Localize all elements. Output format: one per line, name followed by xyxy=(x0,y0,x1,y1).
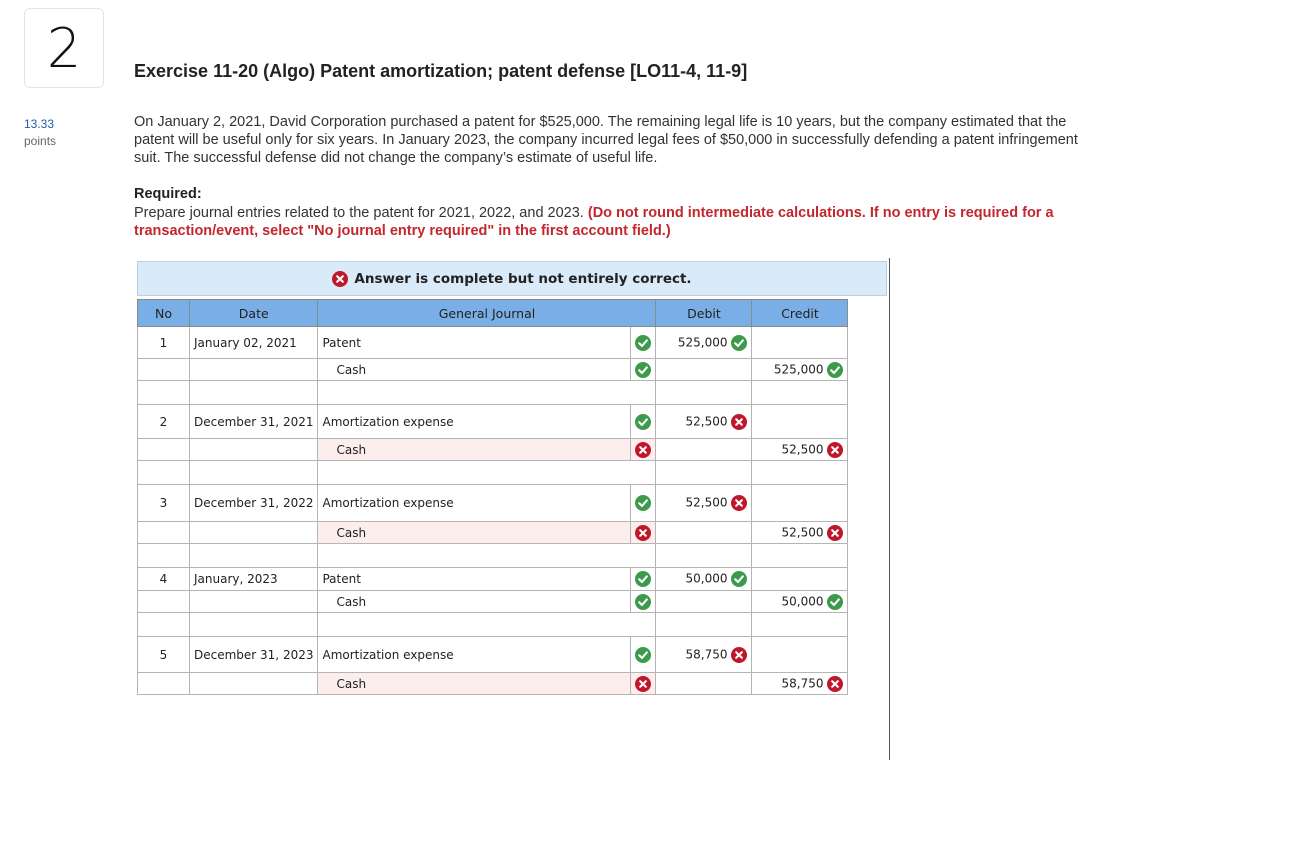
table-row xyxy=(138,327,848,359)
account-status-cell xyxy=(631,522,656,544)
credit-cell[interactable] xyxy=(752,405,848,439)
spacer-cell xyxy=(318,613,656,637)
account-name: Amortization expense xyxy=(322,414,454,429)
x-circle-icon xyxy=(827,676,843,692)
spacer-cell xyxy=(656,381,752,405)
table-row xyxy=(138,673,848,695)
spacer-cell xyxy=(752,461,848,485)
x-circle-icon xyxy=(635,525,651,541)
check-circle-icon xyxy=(635,414,651,430)
account-status-cell xyxy=(631,485,656,522)
spacer-cell xyxy=(190,381,318,405)
credit-amount: 525,000 xyxy=(773,362,824,376)
table-row xyxy=(138,637,848,673)
spacer-cell xyxy=(318,544,656,568)
spacer-cell xyxy=(656,544,752,568)
x-circle-icon xyxy=(827,525,843,541)
table-row xyxy=(138,405,848,439)
x-circle-icon xyxy=(332,271,348,287)
journal-spacer-row xyxy=(138,613,848,637)
entry-number-cell: 5 xyxy=(138,637,190,673)
table-row xyxy=(138,522,848,544)
credit-amount: 52,500 xyxy=(781,442,824,456)
header-debit: Debit xyxy=(656,300,752,327)
account-cell[interactable] xyxy=(318,522,631,544)
journal-body xyxy=(138,327,848,695)
divider-line xyxy=(889,258,890,760)
debit-amount: 58,750 xyxy=(685,647,728,661)
spacer-cell xyxy=(752,613,848,637)
debit-cell[interactable] xyxy=(656,405,752,439)
table-row xyxy=(138,485,848,522)
account-status-cell xyxy=(631,673,656,695)
entry-number-cell: 3 xyxy=(138,485,190,522)
check-circle-icon xyxy=(731,335,747,351)
account-status-cell xyxy=(631,637,656,673)
date-cell[interactable]: January, 2023 xyxy=(190,568,318,591)
header-date: Date xyxy=(190,300,318,327)
account-name: Cash xyxy=(336,525,367,540)
credit-cell[interactable] xyxy=(752,637,848,673)
required-note: (Do not round intermediate calculations. If no entry is required for a transaction/event, select "No journal entry required" in the first account field.) xyxy=(134,205,1054,239)
spacer-cell xyxy=(138,544,190,568)
date-cell[interactable]: December 31, 2022 xyxy=(190,485,318,522)
x-circle-icon xyxy=(731,414,747,430)
entry-number-cell: 2 xyxy=(138,405,190,439)
account-cell[interactable] xyxy=(318,359,631,381)
journal-spacer-row xyxy=(138,544,848,568)
account-name: Patent xyxy=(322,572,361,586)
account-status-cell xyxy=(631,359,656,381)
entry-number-cell: 1 xyxy=(138,327,190,359)
date-cell[interactable] xyxy=(190,359,318,381)
account-status-cell xyxy=(631,568,656,591)
credit-amount: 58,750 xyxy=(781,676,824,690)
debit-cell[interactable] xyxy=(656,673,752,695)
entry-number-cell xyxy=(138,522,190,544)
date-cell[interactable] xyxy=(190,591,318,613)
x-circle-icon xyxy=(827,442,843,458)
date-cell[interactable]: December 31, 2023 xyxy=(190,637,318,673)
debit-cell[interactable] xyxy=(656,522,752,544)
debit-amount: 52,500 xyxy=(685,414,728,428)
table-row xyxy=(138,359,848,381)
x-circle-icon xyxy=(635,442,651,458)
spacer-cell xyxy=(190,544,318,568)
spacer-cell xyxy=(752,544,848,568)
account-cell[interactable] xyxy=(318,439,631,461)
debit-cell[interactable] xyxy=(656,439,752,461)
credit-cell[interactable] xyxy=(752,522,848,544)
account-name: Cash xyxy=(336,442,367,457)
spacer-cell xyxy=(656,613,752,637)
spacer-cell xyxy=(190,613,318,637)
account-cell[interactable] xyxy=(318,485,631,522)
spacer-cell xyxy=(752,381,848,405)
account-name: Amortization expense xyxy=(322,647,454,662)
credit-cell[interactable] xyxy=(752,673,848,695)
required-instructions xyxy=(134,204,1054,240)
account-status-cell xyxy=(631,327,656,359)
entry-number-cell xyxy=(138,439,190,461)
spacer-cell xyxy=(138,461,190,485)
credit-cell[interactable] xyxy=(752,485,848,522)
table-row xyxy=(138,591,848,613)
required-heading: Required: xyxy=(134,186,202,202)
journal-header-row xyxy=(138,300,848,327)
account-cell[interactable] xyxy=(318,405,631,439)
account-cell[interactable] xyxy=(318,637,631,673)
debit-amount: 50,000 xyxy=(685,571,728,586)
account-cell[interactable] xyxy=(318,327,631,359)
check-circle-icon xyxy=(635,571,651,587)
check-circle-icon xyxy=(635,495,651,511)
credit-amount: 52,500 xyxy=(781,525,824,539)
check-circle-icon xyxy=(635,647,651,663)
general-journal-table xyxy=(137,299,848,695)
check-circle-icon xyxy=(731,571,747,587)
check-circle-icon xyxy=(827,362,843,378)
account-cell[interactable] xyxy=(318,568,631,591)
journal-spacer-row xyxy=(138,461,848,485)
header-no: No xyxy=(138,300,190,327)
debit-cell[interactable] xyxy=(656,591,752,613)
spacer-cell xyxy=(138,381,190,405)
account-name: Patent xyxy=(322,335,361,350)
header-general-journal: General Journal xyxy=(318,300,656,327)
account-name: Amortization expense xyxy=(322,496,454,510)
date-cell[interactable] xyxy=(190,673,318,695)
credit-amount: 50,000 xyxy=(781,594,824,608)
date-cell[interactable] xyxy=(190,439,318,461)
credit-cell[interactable] xyxy=(752,359,848,381)
spacer-cell xyxy=(190,461,318,485)
check-circle-icon xyxy=(635,335,651,351)
question-number: 2 xyxy=(24,8,104,88)
journal-spacer-row xyxy=(138,381,848,405)
table-row xyxy=(138,439,848,461)
debit-cell[interactable] xyxy=(656,359,752,381)
answer-status-banner xyxy=(137,261,887,296)
credit-cell[interactable] xyxy=(752,568,848,591)
account-cell[interactable] xyxy=(318,673,631,695)
account-name: Cash xyxy=(336,362,367,377)
check-circle-icon xyxy=(635,362,651,378)
points-label: points xyxy=(24,134,57,148)
x-circle-icon xyxy=(731,647,747,663)
account-name: Cash xyxy=(336,676,367,691)
account-status-cell xyxy=(631,405,656,439)
table-row xyxy=(138,568,848,591)
account-name: Cash xyxy=(336,594,367,609)
spacer-cell xyxy=(138,613,190,637)
entry-number-cell xyxy=(138,591,190,613)
date-cell[interactable]: December 31, 2021 xyxy=(190,405,318,439)
x-circle-icon xyxy=(731,495,747,511)
date-cell[interactable]: January 02, 2021 xyxy=(190,327,318,359)
date-cell[interactable] xyxy=(190,522,318,544)
account-cell[interactable] xyxy=(318,591,631,613)
entry-number-cell xyxy=(138,359,190,381)
spacer-cell xyxy=(318,381,656,405)
credit-cell[interactable] xyxy=(752,591,848,613)
debit-cell[interactable] xyxy=(656,327,752,359)
debit-cell[interactable] xyxy=(656,637,752,673)
check-circle-icon xyxy=(635,594,651,610)
credit-cell[interactable] xyxy=(752,327,848,359)
entry-number-cell: 4 xyxy=(138,568,190,591)
banner-text: Answer is complete but not entirely correct. xyxy=(354,270,692,287)
exercise-title: Exercise 11-20 (Algo) Patent amortization; patent defense [LO11-4, 11-9] xyxy=(134,61,748,81)
debit-amount: 52,500 xyxy=(685,495,728,510)
account-status-cell xyxy=(631,591,656,613)
required-text: Prepare journal entries related to the patent for 2021, 2022, and 2023. xyxy=(134,205,584,221)
problem-text: On January 2, 2021, David Corporation purchased a patent for $525,000. The remaining legal life is 10 years, but the company estimated that the patent will be useful only for six years. In January 2023, the company incurred legal fees of $50,000 in successfully defending a patent infringement suit. The successful defense did not change the company’s estimate of useful life. xyxy=(134,114,1078,166)
spacer-cell xyxy=(656,461,752,485)
spacer-cell xyxy=(318,461,656,485)
debit-cell[interactable] xyxy=(656,485,752,522)
points-value: 13.33 xyxy=(24,117,55,131)
check-circle-icon xyxy=(827,594,843,610)
x-circle-icon xyxy=(635,676,651,692)
entry-number-cell xyxy=(138,673,190,695)
credit-cell[interactable] xyxy=(752,439,848,461)
account-status-cell xyxy=(631,439,656,461)
header-credit: Credit xyxy=(752,300,848,327)
debit-amount: 525,000 xyxy=(677,335,728,349)
debit-cell[interactable] xyxy=(656,568,752,591)
